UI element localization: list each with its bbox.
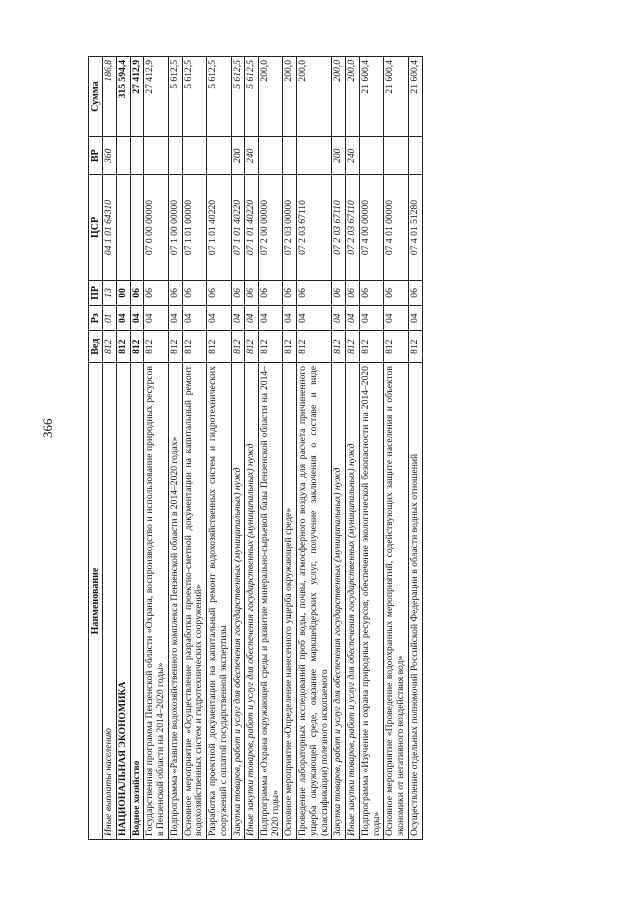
rotated-table-container: [88, 56, 578, 840]
cell-csr: 07 4 00 00000: [359, 175, 383, 281]
cell-ved: 812: [346, 331, 360, 363]
cell-pr: 13: [103, 280, 117, 305]
header-csr: ЦСР: [89, 175, 103, 281]
cell-vr: [384, 137, 408, 175]
cell-sum: 5 612,5: [182, 57, 206, 137]
cell-sum: 186,8: [103, 57, 117, 137]
cell-pr: 06: [283, 280, 297, 305]
cell-csr: 07 2 03 67110: [346, 175, 360, 281]
cell-pr: 06: [346, 280, 360, 305]
table-row: [408, 57, 422, 840]
table-body: [103, 57, 422, 840]
cell-csr: 07 1 00 00000: [168, 175, 182, 281]
cell-rz: 04: [332, 306, 346, 331]
cell-name: Закупка товаров, работ и услуг для обеспечения государственных (муниципальных) нужд: [332, 363, 346, 840]
cell-vr: 240: [346, 137, 360, 175]
cell-name: Основное мероприятие «Определение нанесенного ущерба окружающей среде»: [283, 363, 297, 840]
cell-sum: 200,0: [332, 57, 346, 137]
table-row: [359, 57, 383, 840]
cell-ved: 812: [168, 331, 182, 363]
cell-rz: 04: [182, 306, 206, 331]
cell-ved: 812: [297, 331, 332, 363]
cell-sum: 200,0: [297, 57, 332, 137]
cell-ved: 812: [207, 331, 231, 363]
cell-pr: 06: [332, 280, 346, 305]
cell-ved: 812: [245, 331, 259, 363]
cell-csr: [130, 175, 144, 281]
cell-vr: [168, 137, 182, 175]
cell-csr: 07 2 03 67110: [332, 175, 346, 281]
cell-csr: 07 4 01 00000: [384, 175, 408, 281]
cell-ved: 812: [332, 331, 346, 363]
cell-pr: 00: [116, 280, 130, 305]
cell-sum: 200,0: [259, 57, 283, 137]
table-row: [245, 57, 259, 840]
cell-vr: [182, 137, 206, 175]
table-row: [231, 57, 245, 840]
table-row: [168, 57, 182, 840]
table-row: [384, 57, 408, 840]
cell-csr: 07 1 01 40220: [245, 175, 259, 281]
header-sum: Сумма: [89, 57, 103, 137]
cell-sum: 21 600,4: [384, 57, 408, 137]
table-row: [103, 57, 117, 840]
table-header-row: [89, 57, 103, 840]
header-pr: ПР: [89, 280, 103, 305]
cell-rz: 04: [384, 306, 408, 331]
cell-ved: 812: [259, 331, 283, 363]
cell-rz: 04: [359, 306, 383, 331]
cell-vr: [116, 137, 130, 175]
cell-vr: [130, 137, 144, 175]
cell-vr: [283, 137, 297, 175]
table-row: [182, 57, 206, 840]
cell-name: Осуществление отдельных полномочий Российской Федерации в области водных отношений: [408, 363, 422, 840]
cell-sum: 21 600,4: [408, 57, 422, 137]
cell-sum: 5 612,5: [168, 57, 182, 137]
cell-ved: 812: [231, 331, 245, 363]
cell-pr: 06: [408, 280, 422, 305]
cell-csr: 07 0 00 00000: [144, 175, 168, 281]
page-number: 366: [40, 418, 55, 438]
table-row: [116, 57, 130, 840]
cell-name: Иные закупки товаров, работ и услуг для обеспечения государственных (муниципальных) нужд: [346, 363, 360, 840]
cell-name: Основное мероприятие «Осуществление разработки проектно-сметной документации на капитальный ремонт водохозяйственных систем и гидротехнических сооружений»: [182, 363, 206, 840]
cell-vr: [207, 137, 231, 175]
cell-pr: 06: [384, 280, 408, 305]
cell-pr: 06: [231, 280, 245, 305]
cell-name: Разработка проектной документации на капитальный ремонт водохозяйственных систем и гидротехнических сооружений с оплатой государственной экспертизы: [207, 363, 231, 840]
cell-rz: 04: [283, 306, 297, 331]
cell-rz: 04: [130, 306, 144, 331]
table-row: [130, 57, 144, 840]
cell-pr: 06: [144, 280, 168, 305]
cell-name: Подпрограмма «Развитие водохозяйственного комплекса Пензенской области в 2014–2020 годах»: [168, 363, 182, 840]
cell-name: Подпрограмма «Охрана окружающей среды и развитие минерально-сырьевой базы Пензенской области на 2014–2020 годы»: [259, 363, 283, 840]
cell-csr: 07 2 03 00000: [283, 175, 297, 281]
table-row: [346, 57, 360, 840]
cell-pr: 06: [359, 280, 383, 305]
cell-ved: 812: [182, 331, 206, 363]
cell-vr: 240: [245, 137, 259, 175]
cell-name: Государственная программа Пензенской области «Охрана, воспроизводство и использование природных ресурсов в Пензенской области на 2014–2020 годы»: [144, 363, 168, 840]
header-ved: Вед: [89, 331, 103, 363]
cell-csr: 04 1 01 64310: [103, 175, 117, 281]
cell-name: Основное мероприятие «Проведение водоохранных мероприятий, содействующих защите населения и объектов экономики от негативного воздействия вод»: [384, 363, 408, 840]
cell-vr: [259, 137, 283, 175]
cell-ved: 812: [103, 331, 117, 363]
cell-csr: [116, 175, 130, 281]
table-row: [207, 57, 231, 840]
cell-ved: 812: [116, 331, 130, 363]
cell-pr: 06: [259, 280, 283, 305]
cell-csr: 07 1 01 00000: [182, 175, 206, 281]
cell-rz: 01: [103, 306, 117, 331]
cell-name: Проведение лабораторных исследований проб воды, почвы, атмосферного воздуха для расчета причиненного ущерба окружающей среде, оказание маркшейдерских услуг, получение заключения о составе и виде (классификации) полезного ископаемого: [297, 363, 332, 840]
cell-name: НАЦИОНАЛЬНАЯ ЭКОНОМИКА: [116, 363, 130, 840]
table-row: [259, 57, 283, 840]
cell-ved: 812: [408, 331, 422, 363]
cell-sum: 27 412,9: [144, 57, 168, 137]
cell-csr: 07 1 01 40220: [231, 175, 245, 281]
cell-sum: 5 612,5: [245, 57, 259, 137]
cell-rz: 04: [144, 306, 168, 331]
cell-name: Иные закупки товаров, работ и услуг для обеспечения государственных (муниципальных) нужд: [245, 363, 259, 840]
cell-rz: 04: [231, 306, 245, 331]
table-row: [332, 57, 346, 840]
cell-vr: [359, 137, 383, 175]
cell-csr: 07 2 03 67110: [297, 175, 332, 281]
cell-sum: 27 412,9: [130, 57, 144, 137]
cell-csr: 07 2 00 00000: [259, 175, 283, 281]
cell-ved: 812: [384, 331, 408, 363]
cell-ved: 812: [130, 331, 144, 363]
cell-rz: 04: [116, 306, 130, 331]
cell-csr: 07 4 01 51280: [408, 175, 422, 281]
cell-pr: 06: [207, 280, 231, 305]
cell-csr: 07 1 01 40220: [207, 175, 231, 281]
cell-pr: 06: [245, 280, 259, 305]
table-row: [283, 57, 297, 840]
cell-vr: [408, 137, 422, 175]
cell-ved: 812: [283, 331, 297, 363]
cell-pr: 06: [168, 280, 182, 305]
cell-sum: 200,0: [283, 57, 297, 137]
budget-table: [88, 56, 423, 840]
cell-name: Подпрограмма «Изучение и охрана природных ресурсов, обеспечение экологической безопасности на 2014–2020 годы»: [359, 363, 383, 840]
cell-sum: 21 600,4: [359, 57, 383, 137]
header-rz: Рз: [89, 306, 103, 331]
cell-sum: 315 594,4: [116, 57, 130, 137]
cell-name: Закупка товаров, работ и услуг для обеспечения государственных (муниципальных) нужд: [231, 363, 245, 840]
header-name: Наименование: [89, 363, 103, 840]
header-vr: ВР: [89, 137, 103, 175]
table-row: [144, 57, 168, 840]
cell-sum: 200,0: [346, 57, 360, 137]
cell-name: Иные выплаты населению: [103, 363, 117, 840]
cell-pr: 06: [182, 280, 206, 305]
cell-sum: 5 612,5: [231, 57, 245, 137]
cell-vr: [297, 137, 332, 175]
cell-rz: 04: [168, 306, 182, 331]
cell-rz: 04: [245, 306, 259, 331]
table-row: [297, 57, 332, 840]
cell-rz: 04: [346, 306, 360, 331]
cell-name: Водное хозяйство: [130, 363, 144, 840]
cell-rz: 04: [207, 306, 231, 331]
cell-pr: 06: [130, 280, 144, 305]
cell-ved: 812: [144, 331, 168, 363]
cell-rz: 04: [259, 306, 283, 331]
cell-vr: 200: [231, 137, 245, 175]
cell-rz: 04: [297, 306, 332, 331]
cell-sum: 5 612,5: [207, 57, 231, 137]
cell-pr: 06: [297, 280, 332, 305]
cell-rz: 04: [408, 306, 422, 331]
cell-ved: 812: [359, 331, 383, 363]
cell-vr: [144, 137, 168, 175]
cell-vr: 200: [332, 137, 346, 175]
cell-vr: 360: [103, 137, 117, 175]
